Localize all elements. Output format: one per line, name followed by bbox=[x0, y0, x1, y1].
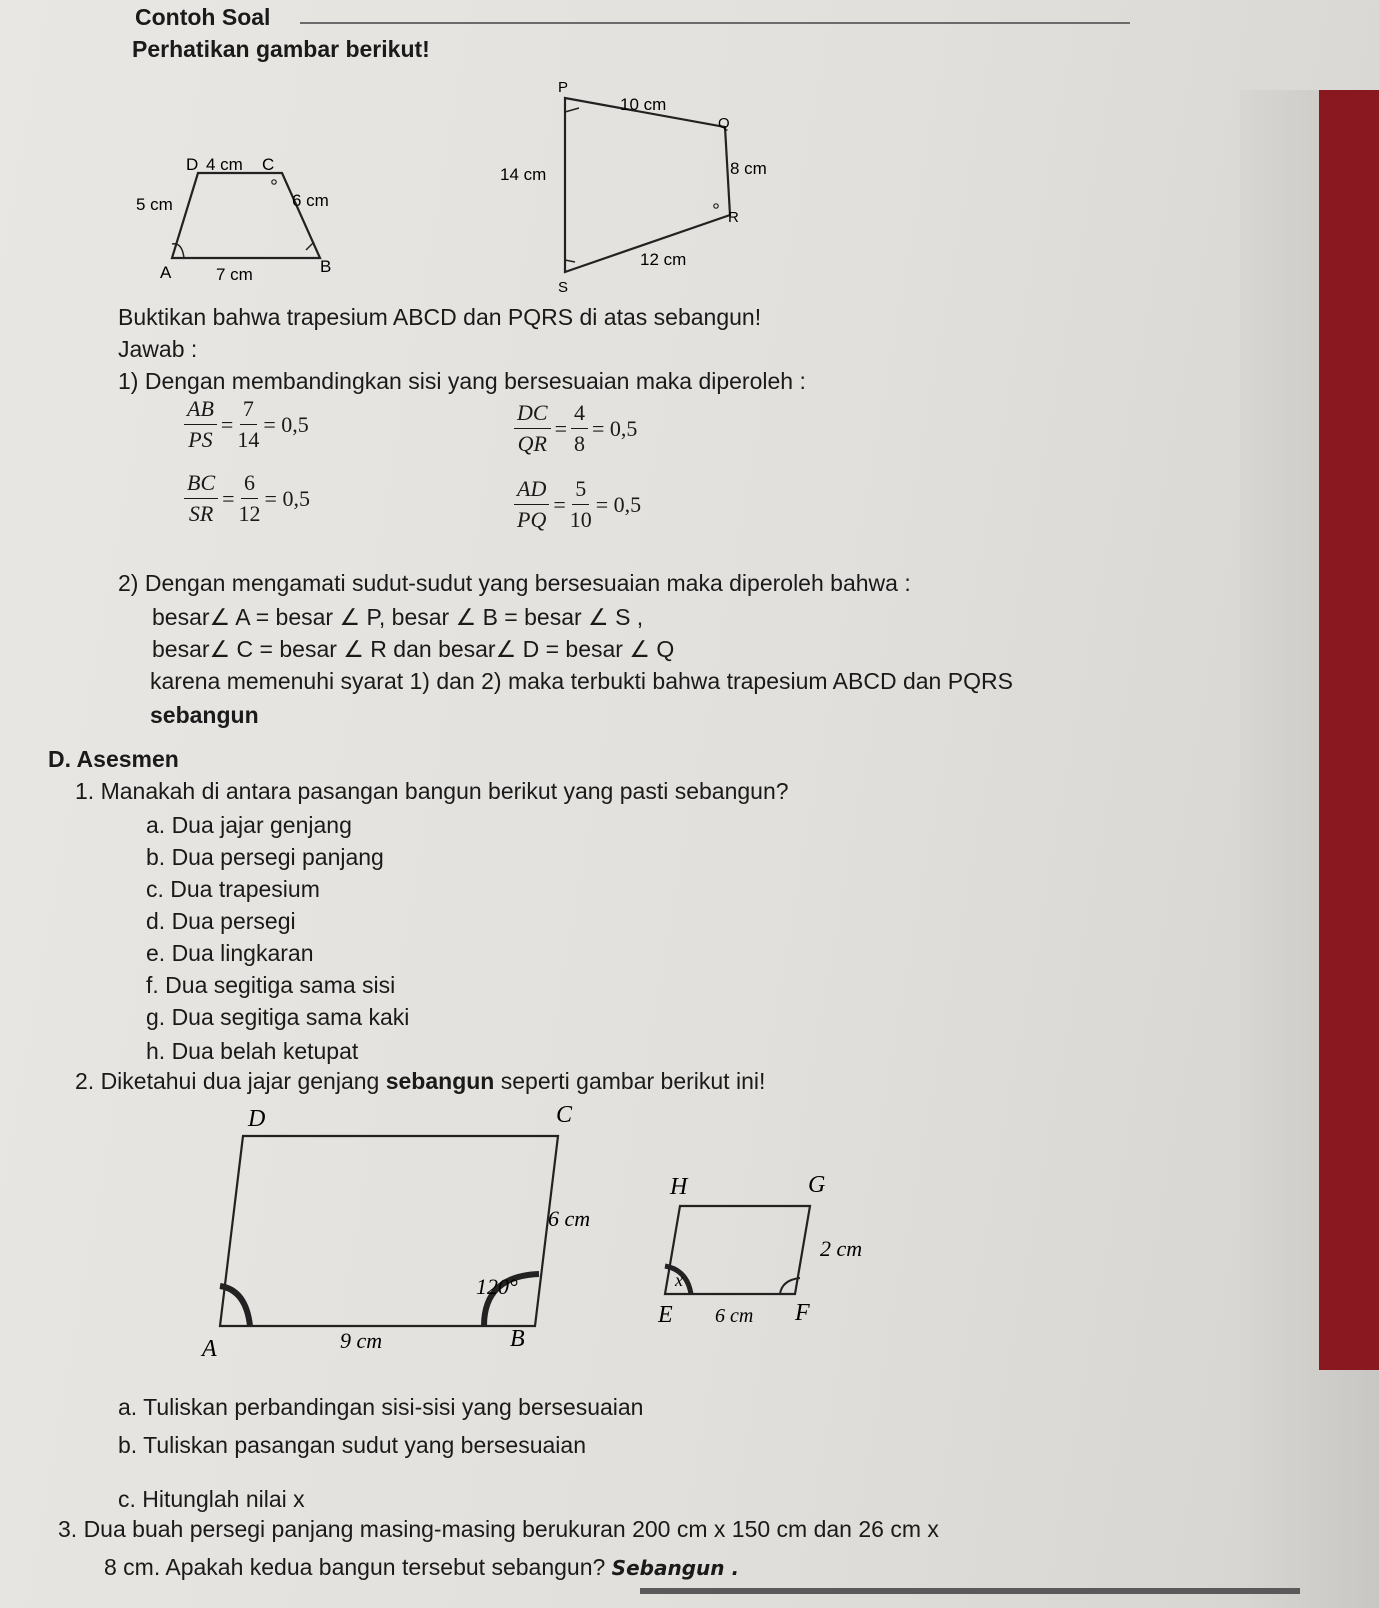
question-2: 2. Diketahui dua jajar genjang sebangun seperti gambar berikut ini! bbox=[75, 1068, 766, 1094]
conclusion-line-2: sebangun bbox=[150, 702, 259, 728]
parallelogram-efgh bbox=[657, 1172, 862, 1328]
label-f: F bbox=[795, 1300, 810, 1326]
option-f: f. Dua segitiga sama sisi bbox=[146, 972, 396, 998]
ruled-line-bottom bbox=[640, 1588, 1300, 1594]
background-stripe bbox=[1319, 90, 1379, 1370]
section-title: Contoh Soal bbox=[135, 4, 271, 30]
label-a: A bbox=[160, 263, 172, 282]
label-c2: C bbox=[556, 1102, 573, 1128]
label-d: D bbox=[186, 155, 199, 174]
option-g: g. Dua segitiga sama kaki bbox=[146, 1004, 410, 1030]
question-3-line-2: 8 cm. Apakah kedua bangun tersebut sebangun? Sebangun . bbox=[104, 1554, 740, 1580]
ruled-line-top bbox=[300, 22, 1130, 24]
question-2c: c. Hitunglah nilai x bbox=[118, 1486, 305, 1512]
question-2a: a. Tuliskan perbandingan sisi-sisi yang bersesuaian bbox=[118, 1394, 644, 1420]
question-3-line-1: 3. Dua buah persegi panjang masing-masing berukuran 200 cm x 150 cm dan 26 cm x bbox=[58, 1516, 939, 1542]
option-a: a. Dua jajar genjang bbox=[146, 812, 352, 838]
label-d2: D bbox=[248, 1106, 266, 1132]
label-sr: 12 cm bbox=[640, 250, 687, 269]
label-side-2cm: 2 cm bbox=[820, 1236, 863, 1261]
label-pq: 10 cm bbox=[620, 95, 667, 114]
label-q: Q bbox=[718, 115, 730, 132]
question-2b: b. Tuliskan pasangan sudut yang bersesuaian bbox=[118, 1432, 586, 1458]
label-e: E bbox=[658, 1302, 673, 1328]
figure-trapezoids bbox=[120, 70, 820, 310]
label-ps: 14 cm bbox=[500, 165, 547, 184]
label-base-9cm: 9 cm bbox=[340, 1328, 383, 1353]
label-angle-120: 120° bbox=[476, 1274, 518, 1299]
proof-question: Buktikan bahwa trapesium ABCD dan PQRS di atas sebangun! bbox=[118, 304, 762, 330]
angle-line-2: besar∠ C = besar ∠ R dan besar∠ D = besar ∠ Q bbox=[152, 636, 675, 662]
label-left: 5 cm bbox=[136, 195, 173, 214]
ratio-ad-pq: $\frac{AD}{PQ}$ = $\frac{5}{10}$ = 0,5 bbox=[510, 476, 641, 533]
trapezoid-abcd bbox=[136, 155, 331, 284]
option-e: e. Dua lingkaran bbox=[146, 940, 314, 966]
ratio-dc-qr: $\frac{DC}{QR}$ = $\frac{4}{8}$ = 0,5 bbox=[510, 400, 637, 457]
label-top: 4 cm bbox=[206, 155, 243, 174]
label-b: B bbox=[320, 257, 332, 276]
option-h: h. Dua belah ketupat bbox=[146, 1038, 359, 1064]
section-d-heading: D. Asesmen bbox=[48, 746, 179, 772]
label-side-6cm: 6 cm bbox=[548, 1206, 591, 1231]
conclusion-line-1: karena memenuhi syarat 1) dan 2) maka terbukti bahwa trapesium ABCD dan PQRS bbox=[150, 668, 1013, 694]
label-qr: 8 cm bbox=[730, 159, 767, 178]
label-angle-x: x bbox=[675, 1270, 683, 1290]
answer-label: Jawab : bbox=[118, 336, 198, 362]
label-h: H bbox=[670, 1174, 688, 1200]
angle-line-1: besar∠ A = besar ∠ P, besar ∠ B = besar ∠ S , bbox=[152, 604, 644, 630]
option-c: c. Dua trapesium bbox=[146, 876, 320, 902]
label-g: G bbox=[808, 1172, 826, 1198]
label-c: C bbox=[262, 155, 275, 174]
parallelogram-abcd bbox=[200, 1102, 590, 1362]
figure-parallelograms bbox=[180, 1094, 900, 1374]
label-base-6cm: 6 cm bbox=[715, 1305, 754, 1327]
question-1: 1. Manakah di antara pasangan bangun berikut yang pasti sebangun? bbox=[75, 778, 789, 804]
handwritten-answer: Sebangun . bbox=[611, 1556, 740, 1580]
instruction-text: Perhatikan gambar berikut! bbox=[132, 36, 430, 62]
label-right: 6 cm bbox=[292, 191, 329, 210]
paper-shadow-band bbox=[1240, 90, 1379, 1608]
label-a2: A bbox=[202, 1336, 217, 1362]
option-b: b. Dua persegi panjang bbox=[146, 844, 384, 870]
trapezoid-pqrs bbox=[500, 79, 767, 296]
ratio-bc-sr: $\frac{BC}{SR}$ = $\frac{6}{12}$ = 0,5 bbox=[180, 470, 310, 527]
step1-text: 1) Dengan membandingkan sisi yang bersesuaian maka diperoleh : bbox=[118, 368, 806, 394]
ratio-ab-ps: $\frac{AB}{PS}$ = $\frac{7}{14}$ = 0,5 bbox=[180, 396, 309, 453]
label-p: P bbox=[558, 79, 569, 96]
label-b2: B bbox=[510, 1326, 525, 1352]
label-r: R bbox=[728, 209, 739, 226]
label-bottom: 7 cm bbox=[216, 265, 253, 284]
option-d: d. Dua persegi bbox=[146, 908, 296, 934]
step2-text: 2) Dengan mengamati sudut-sudut yang bersesuaian maka diperoleh bahwa : bbox=[118, 570, 911, 596]
label-s: S bbox=[558, 279, 569, 296]
